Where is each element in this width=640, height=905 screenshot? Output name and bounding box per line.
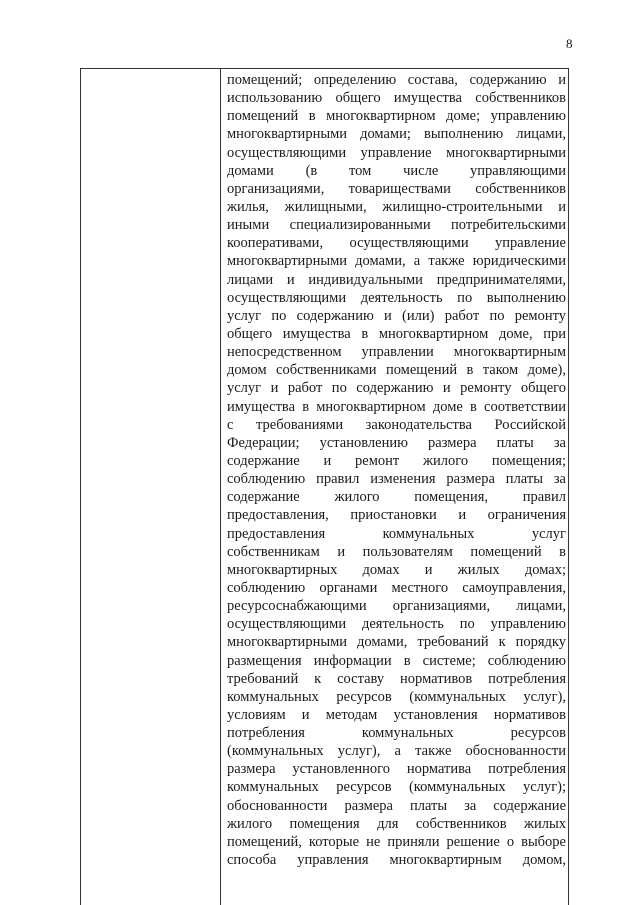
table-right-column (227, 71, 566, 869)
text-line: предоставления, приостановки и ограничения (227, 507, 566, 524)
text-line: обоснованности размера платы за содержание (227, 797, 566, 814)
text-line: соблюдению правил изменения размера платы за (227, 471, 566, 488)
text-line: осуществляющими управление многоквартирными (227, 144, 566, 161)
text-line: предоставления коммунальных услуг (227, 525, 566, 542)
text-line: жилья, жилищными, жилищно-строительными и (227, 198, 566, 215)
text-line: общего имущества в многоквартирном доме, при (227, 325, 566, 342)
text-line: потребления коммунальных ресурсов (227, 725, 566, 742)
text-line: размера установленного норматива потребления (227, 761, 566, 778)
text-line: коммунальных ресурсов (коммунальных услуг); (227, 779, 566, 796)
text-line: содержание жилого помещения, правил (227, 489, 566, 506)
text-line: использованию общего имущества собственников (227, 90, 566, 107)
text-line: многоквартирными домами; выполнению лицами, (227, 126, 566, 143)
text-line: многоквартирными домами, требований к порядку (227, 634, 566, 651)
text-line: многоквартирными домами, а также юридическими (227, 253, 566, 270)
text-line: кооперативами, осуществляющими управление (227, 235, 566, 252)
text-line: требований к составу нормативов потребления (227, 670, 566, 687)
text-line: жилого помещения для собственников жилых (227, 815, 566, 832)
text-line: коммунальных ресурсов (коммунальных услуг), (227, 688, 566, 705)
text-line: услуг по содержанию и (или) работ по ремонту (227, 307, 566, 324)
text-line: лицами и индивидуальными предпринимателями, (227, 271, 566, 288)
text-line: имущества в многоквартирном доме в соответствии (227, 398, 566, 415)
text-line: осуществляющими деятельность по управлению (227, 616, 566, 633)
text-line: с требованиями законодательства Российской (227, 416, 566, 433)
text-line: домом собственниками помещений в таком доме), (227, 362, 566, 379)
text-line: размещения информации в системе; соблюдению (227, 652, 566, 669)
text-line: услуг и работ по содержанию и ремонту общего (227, 380, 566, 397)
text-line: собственникам и пользователям помещений в (227, 543, 566, 560)
text-line: условиям и методам установления нормативов (227, 706, 566, 723)
text-line: домами (в том числе управляющими (227, 162, 566, 179)
text-line: осуществляющими деятельность по выполнению (227, 289, 566, 306)
text-line: помещений, которые не приняли решение о выборе (227, 833, 566, 850)
table-left-column (81, 69, 221, 905)
text-line: соблюдению органами местного самоуправления, (227, 579, 566, 596)
page-number: 8 (566, 36, 573, 51)
text-line: организациями, товариществами собственников (227, 180, 566, 197)
text-line: способа управления многоквартирным домом, (227, 852, 566, 869)
text-line: многоквартирных домах и жилых домах; (227, 561, 566, 578)
text-line: иными специализированными потребительскими (227, 217, 566, 234)
text-line: непосредственном управлении многоквартирным (227, 344, 566, 361)
text-line: (коммунальных услуг), а также обоснованности (227, 743, 566, 760)
text-line: ресурсоснабжающими организациями, лицами, (227, 598, 566, 615)
text-line: содержание и ремонт жилого помещения; (227, 452, 566, 469)
text-line: помещений; определению состава, содержанию и (227, 72, 566, 88)
text-line: Федерации; установлению размера платы за (227, 434, 566, 451)
text-line: помещений в многоквартирном доме; управлению (227, 108, 566, 125)
document-table (80, 68, 569, 905)
